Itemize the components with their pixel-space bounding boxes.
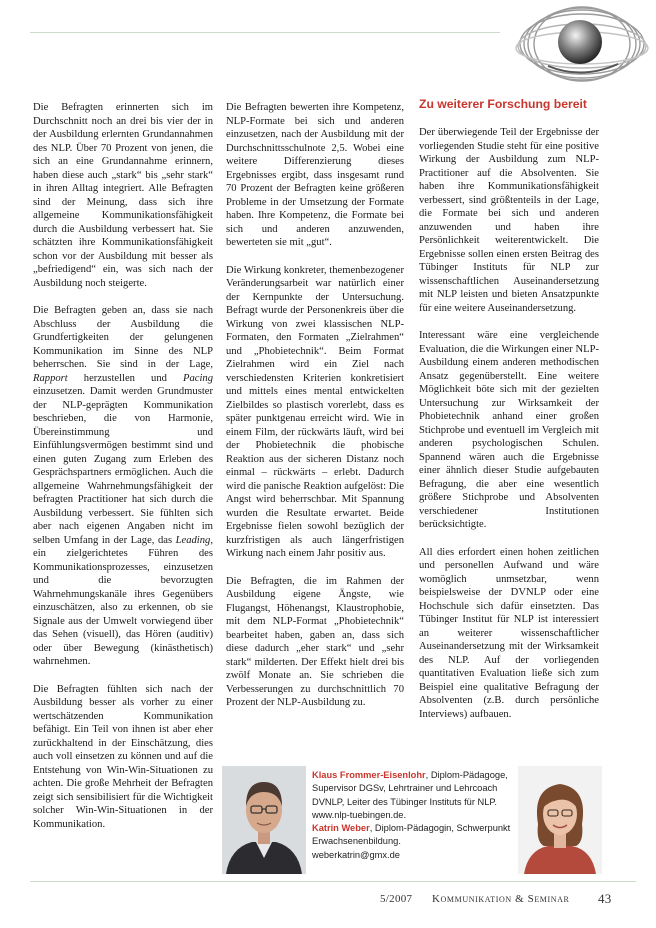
paragraph: Der überwiegende Teil der Ergebnisse der vorliegenden Studie steht für eine positive Wirkung der Ausbildung zum NLP-Practitioner auf die Absolventen. Sie haben ihre Kommunikationsfähigkeit verbessert, sind größtenteils in der Lage, die Formate bei sich und anderen anzuwenden und haben ihre Persönlichkeit weiterentwickelt. Die Ergebnisse sollen einen ersten Beitrag des Tübinger Instituts für NLP zur wissenschaftlichen Auseinandersetzung mit NLP leisten und bieten Ansatzpunkte für eine weitere Auseinandersetzung.	[419, 127, 599, 314]
emphasis-leading: Leading	[175, 534, 211, 546]
author-name-katrin: Katrin Weber	[312, 823, 370, 834]
emphasis-pacing: Pacing	[182, 372, 213, 384]
author-photo-klaus	[222, 766, 306, 874]
emphasis-rapport: Rapport	[33, 372, 68, 384]
author-bio-box	[222, 766, 602, 874]
paragraph: Die Befragten geben an, dass sie nach Abschluss der Ausbildung die Grundfertigkeiten der gelungenen Kommunikation im Sinne des NLP beherrschen. Sie sind in der Lage, Rapport herzustellen und Pacing einzusetzen. Damit werden Grundmuster der NLP-geprägten Kommunikation beschrieben, die von Harmonie, Übereinstimmung und Einfühlungsvermögen bestimmt sind und einen guten Zugang zum Erleben des Gesprächspartners ermöglichen. Auch die allgemeine Wahrnehmungsfähigkeit der befragten Practitioner hat sich durch die Ausbildung verbessert. Sie fühlten sich aber nach eigenen Angaben nicht im selben Umfang in der Lage, das Leading, ein zielgerichtetes Führen des Kommunikationsprozesses, einzusetzen und die bevorzugten Wahrnehmungskanäle ihres Gegenübers einzuschätzen, also zu erkennen, ob sie Signale aus der Umwelt vorwiegend über das Sehen (visuell), das Hören (auditiv) oder über Bewegung (kinästhetisch) wahrnehmen.	[33, 305, 213, 667]
section-heading: Zu weiterer Forschung bereit	[419, 97, 587, 111]
page-number: 43	[598, 891, 612, 906]
author-name-klaus: Klaus Frommer-Eisenlohr	[312, 770, 426, 780]
text-column-3	[419, 97, 599, 735]
paragraph: Interessant wäre eine vergleichende Evaluation, die die Wirkungen einer NLP-Ausbildung einem anderen methodischen Ansatz gegenüberstellt. Eine weitere Möglichkeit böte sich mit der gezielten Untersuchung zur Wirksamkeit der Phobietechnik anhand einer großen Stichprobe und eventuell im Vergleich mit anderen psychologischen Schulen. Spannend wären auch die Ergebnisse einer ähnlich dieser Studie aufgebauten Befragung, die aber eine wesentlich größere Stichprobe und Absolventen verschiedener Institutionen berücksichtigte.	[419, 330, 599, 530]
text-column-2	[226, 101, 404, 724]
paragraph: Die Befragten bewerten ihre Kompetenz, NLP-Formate bei sich und anderen einzusetzen, nach der Ausbildung mit der Durchschnittsschulnote 2,5. Wobei eine weitere Differenzierung dieses Ergebnisses ergibt, dass insgesamt rund 70 Prozent der Befragten keine größeren Probleme in der Umsetzung der Formate haben. Ihre Kompetenz, die Formate bei sich und anderen anzuwenden, bewerteten sie mit „gut“.	[226, 102, 404, 248]
issue-number: 5/2007	[380, 893, 413, 905]
author-photo-katrin	[518, 766, 602, 874]
top-rule	[30, 32, 500, 33]
text-column-1	[33, 101, 213, 845]
paragraph: Die Befragten erinnerten sich im Durchschnitt noch an drei bis vier der in der Ausbildung erlernten Grundannahmen des NLP. Über 70 Prozent von jenen, die sich an eine Grundannahme erinnern, haben diese auch „stark“ bis „sehr stark“ in ihren Alltag integriert. Alle Befragten sind der Meinung, dass sich ihre allgemeine Kommunikationsfähigkeit durch die Ausbildung verbessert hat. Sie schätzten ihre Kommunikationsfähigkeit schon vor der Ausbildung mit besser als „befriedigend“ ein, was sich nach der Ausbildung noch steigerte.	[33, 102, 213, 289]
bottom-rule	[30, 881, 636, 882]
magazine-title: Kommunikation & Seminar	[432, 893, 570, 905]
paragraph: Die Befragten, die im Rahmen der Ausbildung eigene Ängste, wie Flugangst, Höhenangst, Klaustrophobie, mit dem NLP-Format „Phobietechnik“ bearbeitet haben, gaben an, dass sich diese dadurch „eher stark“ und „sehr stark“ milderten. Der Effekt hielt drei bis zwölf Monate an. Sie schrieben die Verbesserungen zu durchschnittlich 70 Prozent der NLP-Ausbildung zu.	[226, 575, 404, 708]
paragraph: All dies erfordert einen hohen zeitlichen und personellen Aufwand und wäre womöglich unmsetzbar, wenn beispielsweise der DVNLP oder eine Hochschule sich dafür einsetzten. Das Tübinger Institut für NLP ist interessiert an weiterer wissenschaftlicher Auseinandersetzung mit der Wirksamkeit des NLP. Auf der vorliegenden quantitativen Evaluation ließe sich zum Beispiel eine qualitative Befragung der Absolventen (z.B. durch persönliche Interviews) aufbauen.	[419, 546, 599, 720]
author-bio-text: Klaus Frommer-Eisenlohr, Diplom-Pädagoge, Supervisor DGSv, Lehrtrainer und Lehrcoach DVNLP, Leiter des Tübinger Instituts für NLP. www.nlp-tuebingen.de. Katrin Weber, Diplom-Pädagogin, Schwerpunkt Erwachsenenbildung. weberkatrin@gmx.de	[312, 770, 511, 860]
paragraph: Die Wirkung konkreter, themenbezogener Veränderungsarbeit war natürlich einer der Kernpunkte der Untersuchung. Befragt wurde der Personenkreis über die Wirkung von zwei klassischen NLP-Formaten, den Formaten „Zielrahmen“ und „Phobietechnik“. Beim Format Zielrahmen wird ein Ziel nach verschiedensten Kriterien konkretisiert und mittels eines mental entwickelten Zielbildes so plastisch vorerlebt, dass es später punktgenau erreicht wird. Wie in einem Film, der rückwärts läuft, wird bei der Phobietechnik die phobische Reaktion aus der sicheren Distanz noch einmal – rückwärts – erlebt. Dadurch wird die panische Reaktion aufgelöst: Die Angst wird beherrschbar. Mit Spannung wurden die Resultate erwartet. Beide Ergebnisse fielen sowohl bezüglich der kurzfristigen als auch längerfristigen Wirkung nach einem Jahr positiv aus.	[226, 264, 404, 559]
author-email[interactable]: weberkatrin@gmx.de	[312, 849, 400, 860]
paragraph: Die Befragten fühlten sich nach der Ausbildung besser als vorher zu einer wertschätzenden Kommunikation befähigt. Ein Teil von ihnen ist aber eher zurückhaltend in der Einschätzung, dies auch voll einsetzen zu können und auf die Entstehung von Win-Win-Situationen zu achten. Die große Mehrheit der Befragten zeigt sich sensibilisiert für die Wichtigkeit solcher Win-Win-Situationen in der Kommunikation.	[33, 683, 213, 830]
decorative-sphere-graphic	[514, 6, 652, 86]
